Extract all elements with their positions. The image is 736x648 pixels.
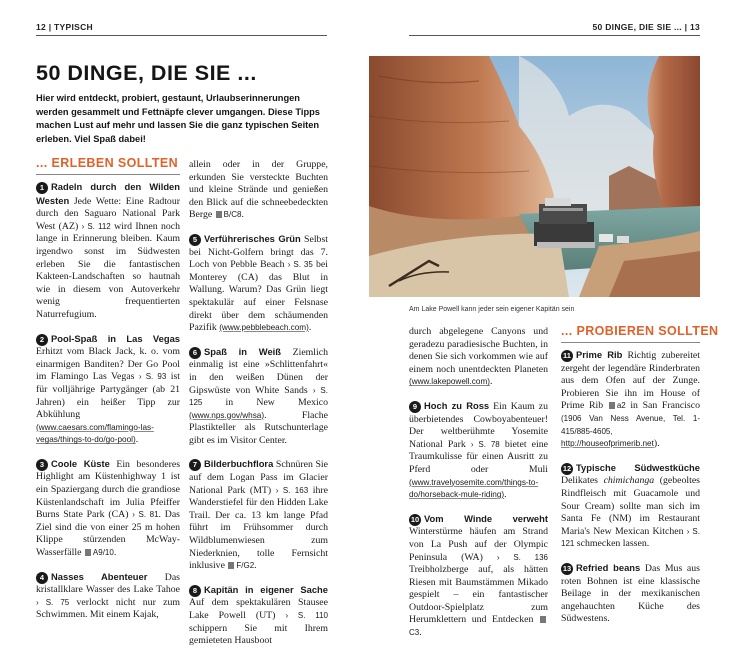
- tip-entry-6: [189, 346, 328, 448]
- tip-text: Ziemlich einmalig ist eine »Schlittenfahrt« in den weißen Dünen der Gipswüste von White Sands: [189, 346, 328, 396]
- tip-text: ).: [653, 438, 660, 450]
- tip-text: Selbst bei Nicht-Golfern bringt das 7. Loch von Pebble Beach: [189, 233, 328, 271]
- tip-text: wird Ihnen noch lange in Erinnerung bleiben. Kaum irgendwo sonst im Südwesten erleben Sie die fantastischen Kakteen-Landschaften so hautnah wie in diesem von Autoverkehr wenig frequentierten Naturrefugium.: [36, 220, 181, 320]
- map-reference: A9/10: [92, 548, 114, 558]
- map-reference: C3: [409, 628, 420, 638]
- tip-text: verlockt nicht nur zum Schwimmen. Mit einem Kajak,: [36, 596, 180, 621]
- tip-heading: Nasses Abenteuer: [51, 570, 148, 582]
- tip-number-badge: 1: [36, 182, 48, 194]
- tip-text: bei Monterey (CA) das Blut in Wallung. Warum? Das Grün liegt spektakulär auf einer Felsnase direkt über dem schäumenden Pazifik: [189, 259, 328, 334]
- page-reference: › S. 136: [496, 552, 548, 562]
- tip-number-badge: 2: [36, 334, 48, 346]
- tip-number-badge: 13: [562, 563, 572, 573]
- tip-text: .: [241, 209, 244, 221]
- map-reference-icon: [540, 616, 546, 623]
- tip-number-badge: 3: [36, 459, 48, 471]
- website-link[interactable]: http://houseofprimerib.net: [561, 439, 654, 449]
- tip-text: Schnüren Sie auf dem Logan Pass im Glacier National Park (MT): [189, 459, 328, 496]
- tip-heading: Verführerisches Grün: [204, 232, 301, 244]
- tip-text: Jede Wette: Eine Radtour durch den Saguaro National Park West (AZ): [36, 195, 180, 232]
- tip-text: Das Mus aus roten Bohnen ist eine klassische Beilage in der mexikanischen angehauchten Küche des Südwestens.: [561, 562, 700, 625]
- tip-heading: Coole Küste: [51, 457, 110, 469]
- tip-heading: Pool-Spaß in Las Vegas: [51, 332, 180, 344]
- tip-entry-9: [409, 400, 548, 502]
- tip-entry-7: [189, 458, 328, 572]
- lake-powell-photo: [369, 56, 700, 297]
- column-1: [36, 181, 180, 633]
- running-head-right: 50 DINGE, DIE SIE ... | 13: [592, 22, 700, 32]
- address-info: (1906 Van Ness Avenue, Tel. 1-415/885-4605,: [561, 413, 700, 436]
- page-reference: › S. 81: [132, 510, 159, 520]
- tip-text: .: [113, 547, 117, 559]
- tip-text: Erhitzt vom Black Jack, k. o. vom einarmigen Banditen? Der Go Pool im Flamingo Las Vegas: [36, 346, 180, 383]
- tip-entry-12: [561, 462, 700, 551]
- tip-text: schmecken lassen.: [574, 538, 650, 550]
- tip-text: in New Mexico: [202, 397, 328, 409]
- tip-entry-1: [36, 181, 180, 322]
- tip-text: .: [419, 627, 422, 639]
- page-title: 50 DINGE, DIE SIE ...: [36, 61, 257, 85]
- tip-text: bietet eine Traumkulisse für einen Ausritt zu Pferd oder Muli: [409, 438, 548, 475]
- page-reference: › S. 125: [189, 385, 328, 408]
- map-reference-icon: [609, 402, 615, 409]
- tip-text: .: [135, 434, 139, 446]
- section-heading-erleben: ... ERLEBEN SOLLTEN: [36, 156, 179, 170]
- tip-text: Auf dem spektakulären Stausee Lake Powell (UT): [189, 597, 328, 621]
- tip-text: ihre Wanderstiefel für den Hidden Lake Trail. Der ca. 13 km lange Pfad führt im Frühsommer durch Wildblumenwiesen zum Niederknien, tolle Fernsicht inklusive: [189, 484, 328, 572]
- tip-number-badge: 9: [409, 401, 421, 413]
- page-reference: › S. 78: [470, 439, 500, 449]
- tip-number-badge: 10: [410, 514, 420, 524]
- running-head-left: 12 | TYPISCH: [36, 22, 93, 32]
- tip-entry-4: [36, 571, 180, 622]
- column-2: [189, 159, 328, 648]
- section-heading-probieren: ... PROBIEREN SOLLTEN: [561, 324, 719, 338]
- website-link[interactable]: (www.pebblebeach.com): [219, 323, 309, 333]
- tip-heading: Spaß in Weiß: [204, 345, 282, 357]
- tip-text: .: [504, 489, 507, 501]
- tip-text: Ein Kaum zu überbietendes Cowboyabenteuer! Der weltberühmte Yosemite National Park: [409, 400, 548, 450]
- website-link[interactable]: (www.nps.gov/whsa): [189, 410, 265, 420]
- website-link[interactable]: (www.caesars.com/flamingo-las-vegas/things-to-do/go-pool): [36, 422, 154, 445]
- header-rule-left: [36, 35, 327, 36]
- page-reference: › S. 110: [285, 611, 328, 620]
- photo-caption: Am Lake Powell kann jeder sein eigener Kapitän sein: [409, 306, 575, 313]
- tip-text-continued: allein oder in der Gruppe, erkunden Sie versteckte Buchten und kleine Strände und genießen den Blick auf die schneebedeckten Berge: [189, 159, 328, 221]
- tip-entry-11: [561, 349, 700, 451]
- tip-heading: Kapitän in eigener Sache: [204, 583, 328, 595]
- website-link[interactable]: (www.lakepowell.com): [409, 377, 490, 387]
- tip-text: ist für volljährige Partygänger (ab 21 Jahren) ein heißer Tipp zur Abkühlung: [36, 371, 180, 421]
- map-reference: F/G2: [236, 561, 255, 571]
- map-reference-icon: [228, 562, 234, 569]
- tip-text: Delikates: [561, 475, 604, 487]
- page-reference: › S. 35: [287, 260, 313, 270]
- page-reference: › S. 75: [36, 597, 70, 607]
- tip-heading: Refried beans: [576, 561, 641, 573]
- section-rule-erleben: [36, 174, 180, 175]
- map-reference: a2: [616, 401, 626, 411]
- tip-heading: Prime Rib: [576, 349, 623, 360]
- tip-entry-13: [561, 562, 700, 626]
- tip-text: .: [308, 322, 312, 334]
- photo-illustration: [369, 56, 700, 297]
- houseboat: [534, 198, 595, 248]
- tip-text: Ein besonderes Highlight am Küstenhighway 1 ist ein Spaziergang durch die grandiose Küstenlandschaft im Julia Pfeiffer Burns State Park (CA): [36, 458, 181, 521]
- tip-number-badge: 5: [189, 234, 201, 246]
- tip-entry-10: [409, 513, 548, 640]
- tip-text: Das kristallklare Wasser des Lake Tahoe: [36, 571, 180, 596]
- tip-text: (gebeoltes Rindfleisch mit Guacamole und Sour Cream) sollte man sich im Santa Fe (NM) im Restaurant Maria's New Mexican Kitchen: [561, 475, 700, 537]
- tip-text: Richtig zubereitet zergeht der legendäre Rinderbraten aus dem Ofen auf der Zunge. Probieren Sie ihn im House of Prime Rib: [561, 350, 700, 412]
- header-rule-right: [409, 35, 700, 36]
- page-reference: › S. 93: [138, 372, 167, 382]
- section-rule-probieren: [561, 342, 700, 343]
- intro-text: Hier wird entdeckt, probiert, gestaunt, Urlaubserinnerungen werden gesammelt und Fettnäpfe clever umgangen. Diese Tipps machen Lust auf mehr und lassen Sie die ganz typischen Seiten erleben. Viel Spaß dabei!: [36, 93, 320, 144]
- dish-name: chimichanga: [603, 475, 655, 487]
- page-reference: › S. 163: [275, 485, 309, 495]
- map-reference-icon: [216, 211, 222, 218]
- tip-entry-8-continued: [409, 326, 548, 389]
- tip-entry-3: [36, 458, 180, 560]
- tip-text: . Das Ziel sind die von einer 25 m hohen Klippe stürzenden McWay-Wasserfälle: [36, 509, 180, 559]
- tip-entry-4-continued: [189, 159, 328, 222]
- tip-number-badge: 11: [561, 350, 573, 362]
- tip-text: in San Francisco: [625, 400, 700, 412]
- tip-text: .: [254, 560, 257, 572]
- tip-entry-8: [189, 584, 328, 648]
- page-reference: › S. 112: [81, 221, 111, 231]
- tip-entry-2: [36, 333, 180, 447]
- tip-heading: Hoch zu Ross: [424, 399, 490, 411]
- tip-number-badge: 4: [36, 572, 48, 584]
- tip-text: Winterstürme häufen am Strand von La Push auf der Olympic Peninsula (WA): [409, 526, 548, 563]
- tip-text: .: [490, 376, 493, 388]
- tip-entry-5: [189, 233, 328, 335]
- page-reference: › S. 121: [561, 526, 700, 549]
- tip-heading: Bilderbuchflora: [204, 458, 274, 470]
- map-reference-icon: [85, 549, 91, 556]
- tip-text: Treibholzberge auf, als hätten Riesen mit Baumstämmen Mikado gespielt – ein fantastischer Outdoor-Spielplatz zum Herumklettern und Entdecken: [409, 564, 548, 626]
- map-reference: B/C8: [223, 210, 242, 220]
- column-4: [561, 349, 700, 637]
- tip-number-badge: 6: [189, 347, 201, 359]
- tip-number-badge: 8: [189, 585, 201, 597]
- tip-text-continued: durch abgelegene Canyons und geradezu paradiesische Buchten, in denen Sie sich vorkommen wie auf einem noch unentdeckten Planeten: [409, 326, 548, 375]
- tip-heading: Vom Winde verweht: [424, 512, 548, 524]
- column-3: [409, 326, 548, 648]
- tip-text: . Flache Plastikteller als Rutschunterlage gibt es im Visitor Center.: [189, 409, 328, 446]
- tip-number-badge: 7: [189, 459, 201, 471]
- tip-number-badge: 12: [562, 463, 572, 473]
- tip-heading: Radeln durch den Wilden Westen: [36, 181, 180, 206]
- tip-text: schippern Sie mit Ihrem gemieteten Hausboot: [189, 622, 328, 647]
- tip-heading: Typische Südwestküche: [576, 461, 700, 473]
- website-link[interactable]: (www.travelyosemite.com/things-to-do/horseback-mule-riding): [409, 477, 539, 500]
